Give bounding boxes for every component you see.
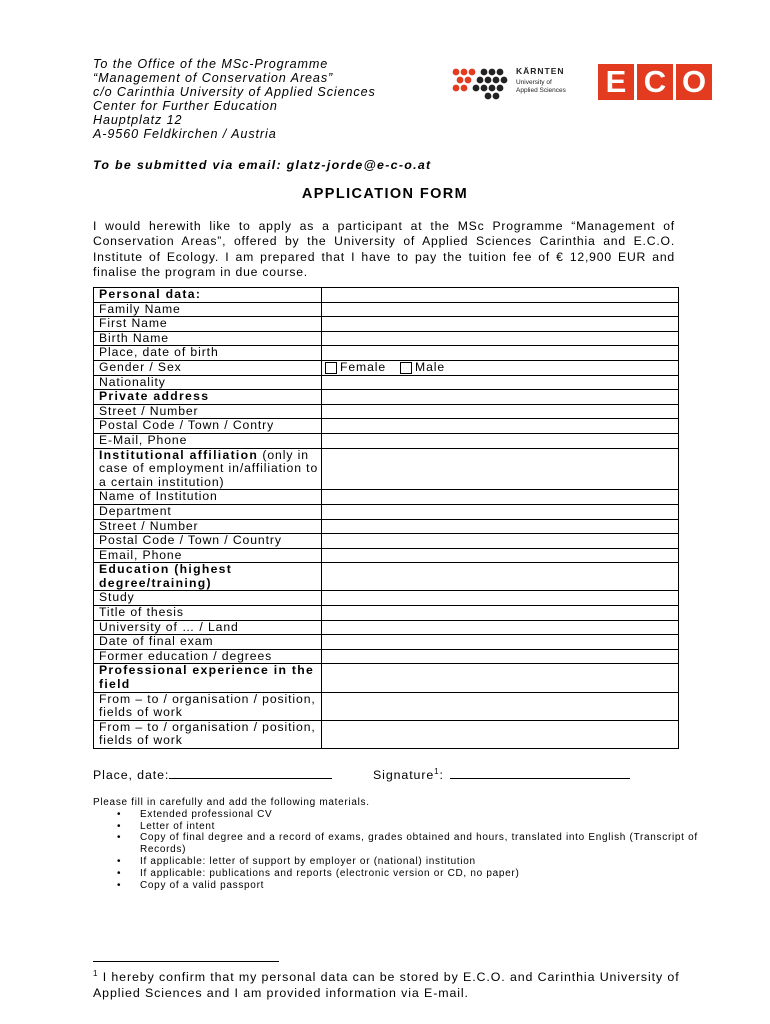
field-thesis[interactable]: [322, 606, 679, 621]
label-private-email: E-Mail, Phone: [94, 433, 322, 448]
female-label: Female: [340, 359, 387, 374]
section-personal-data: Personal data:: [94, 288, 322, 303]
label-study: Study: [94, 591, 322, 606]
label-first-name: First Name: [94, 317, 322, 332]
field-blank: [322, 448, 679, 490]
signature-label: Signature: [373, 768, 435, 783]
field-first-name[interactable]: [322, 317, 679, 332]
field-institution-name[interactable]: [322, 490, 679, 505]
list-item: • If applicable: letter of support by employer or (national) institution: [93, 856, 723, 868]
kaernten-logo-name: KÄRNTEN: [516, 66, 565, 76]
section-professional-experience: Professional experience in the field: [94, 664, 322, 692]
kaernten-university-logo: [450, 64, 580, 102]
page-title: APPLICATION FORM: [301, 186, 469, 202]
recipient-address: [93, 58, 376, 141]
field-gender: [322, 360, 679, 375]
list-item: • If applicable: publications and reports (electronic version or CD, no paper): [93, 868, 723, 880]
list-item: • Copy of a valid passport: [93, 880, 723, 892]
institution-header: Institutional affiliation: [99, 447, 259, 462]
label-department: Department: [94, 504, 322, 519]
intro-paragraph: I would herewith like to apply as a participant at the MSc Programme “Management of Conservation Areas”, offered by the University of Applied Sciences Carinthia and E.C.O. Institute of Ecology. I am prepared that I have to pay the tuition fee of € 12,900 EUR and finalise the program in due course.: [93, 219, 675, 280]
address-line: Center for Further Education: [93, 98, 278, 113]
field-blank: [322, 664, 679, 692]
field-blank: [322, 390, 679, 405]
eco-institute-logo: [598, 64, 712, 100]
field-birth-name[interactable]: [322, 331, 679, 346]
label-former-education: Former education / degrees: [94, 649, 322, 664]
field-experience-2[interactable]: [322, 720, 679, 748]
section-institutional-affiliation: [94, 448, 322, 490]
signature-footnote-mark: 1: [434, 767, 440, 776]
field-blank: [322, 563, 679, 591]
label-experience-1: From – to / organisation / position, fields of work: [94, 692, 322, 720]
label-final-exam: Date of final exam: [94, 635, 322, 650]
field-blank: [322, 288, 679, 303]
address-line: Hauptplatz 12: [93, 112, 183, 127]
list-item: • Copy of final degree and a record of exams, grades obtained and hours, translated into English (Transcript of Records): [93, 832, 723, 856]
submission-email-line: To be submitted via email: glatz-jorde@e-c-o.at: [93, 158, 432, 172]
list-item: • Extended professional CV: [93, 809, 723, 821]
female-checkbox[interactable]: [325, 362, 337, 374]
application-table: [93, 287, 679, 749]
eco-logo-letter: C: [637, 64, 673, 100]
label-thesis: Title of thesis: [94, 606, 322, 621]
address-line: “Management of Conservation Areas”: [93, 70, 334, 85]
field-institution-email[interactable]: [322, 548, 679, 563]
materials-list: [93, 797, 723, 891]
label-nationality: Nationality: [94, 375, 322, 390]
footnote-text: I hereby confirm that my personal data can be stored by E.C.O. and Carinthia University of Applied Sciences and I am provided information via E-mail.: [93, 970, 680, 1000]
section-private-address: Private address: [94, 390, 322, 405]
list-item: • Letter of intent: [93, 821, 723, 833]
label-family-name: Family Name: [94, 302, 322, 317]
label-institution-name: Name of Institution: [94, 490, 322, 505]
field-university[interactable]: [322, 620, 679, 635]
footnote-mark: 1: [93, 969, 99, 978]
field-private-street[interactable]: [322, 404, 679, 419]
address-line: c/o Carinthia University of Applied Sciences: [93, 84, 376, 99]
label-place-date-of-birth: Place, date of birth: [94, 346, 322, 361]
section-education: Education (highest degree/training): [94, 563, 322, 591]
male-checkbox[interactable]: [400, 362, 412, 374]
field-experience-1[interactable]: [322, 692, 679, 720]
place-date-line: [93, 767, 332, 782]
field-private-email[interactable]: [322, 433, 679, 448]
label-private-postal: Postal Code / Town / Contry: [94, 419, 322, 434]
eco-logo-letter: O: [676, 64, 712, 100]
footnote: [93, 966, 693, 1001]
label-gender: Gender / Sex: [94, 360, 322, 375]
male-label: Male: [415, 359, 446, 374]
field-family-name[interactable]: [322, 302, 679, 317]
field-study[interactable]: [322, 591, 679, 606]
field-institution-street[interactable]: [322, 519, 679, 534]
field-place-date-of-birth[interactable]: [322, 346, 679, 361]
place-date-label: Place, date:: [93, 768, 170, 782]
signature-field[interactable]: [450, 767, 630, 779]
label-birth-name: Birth Name: [94, 331, 322, 346]
field-department[interactable]: [322, 504, 679, 519]
place-date-field[interactable]: [169, 767, 332, 779]
kaernten-logo-line1: University of: [516, 79, 552, 86]
eco-logo-letter: E: [598, 64, 634, 100]
label-institution-email: Email, Phone: [94, 548, 322, 563]
label-experience-2: From – to / organisation / position, fields of work: [94, 720, 322, 748]
signature-line: [373, 767, 630, 782]
institution-header-note: (only in case of employment in/affiliation to a certain institution): [99, 447, 319, 489]
field-nationality[interactable]: [322, 375, 679, 390]
label-private-street: Street / Number: [94, 404, 322, 419]
address-line: A-9560 Feldkirchen / Austria: [93, 126, 277, 141]
field-former-education[interactable]: [322, 649, 679, 664]
label-institution-postal: Postal Code / Town / Country: [94, 534, 322, 549]
materials-intro: Please fill in carefully and add the following materials.: [93, 797, 370, 808]
kaernten-logo-line2: Applied Sciences: [516, 87, 566, 94]
field-final-exam[interactable]: [322, 635, 679, 650]
signature-colon: :: [439, 768, 444, 783]
field-institution-postal[interactable]: [322, 534, 679, 549]
address-line: To the Office of the MSc-Programme: [93, 57, 329, 71]
footnote-divider: [93, 961, 279, 962]
label-institution-street: Street / Number: [94, 519, 322, 534]
field-private-postal[interactable]: [322, 419, 679, 434]
label-university: University of … / Land: [94, 620, 322, 635]
